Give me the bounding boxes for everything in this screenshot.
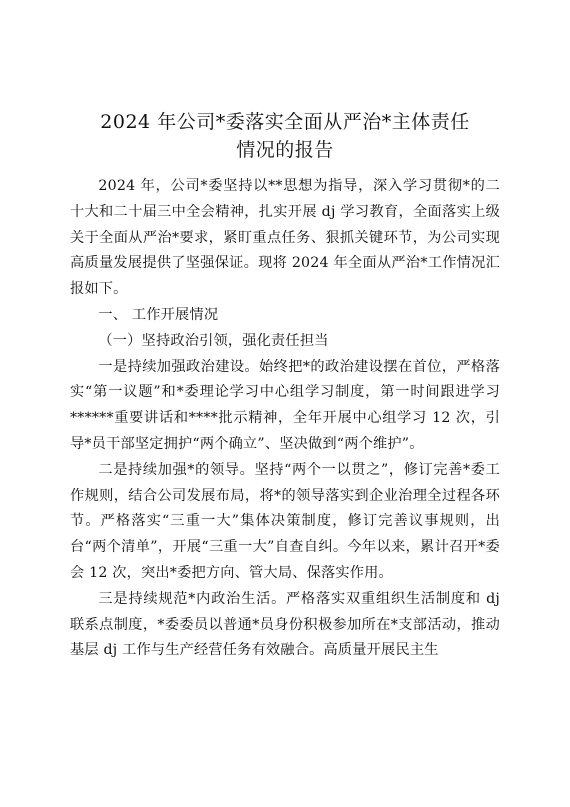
document-title (70, 108, 500, 164)
title-line-1: 2024 年公司*委落实全面从严治*主体责任 (100, 111, 470, 133)
section-heading-1: 一、 工作开展情况 (98, 306, 219, 323)
document-body (70, 174, 500, 664)
paragraph-political-building: 一是持续加强政治建设。始终把*的政治建设摆在首位，严格落实“第一议题”和*委理论学习中心组学习制度，第一时间跟进学习******重要讲话和****批示精神，全年开展中心组学习 12 次，引导*员干部坚定拥护“两个确立”、坚决做到“两个维护”。 (70, 358, 500, 452)
title-line-2: 情况的报告 (236, 139, 334, 161)
intro-paragraph: 2024 年，公司*委坚持以**思想为指导，深入学习贯彻*的二十大和二十届三中全会精神，扎实开展 dj 学习教育，全面落实上级关于全面从严治*要求，紧盯重点任务、狠抓关键环节，为公司实现高质量发展提供了坚强保证。现将 2024 年全面从严治*工作情况汇报如下。 (70, 178, 500, 298)
subsection-heading-1: （一）坚持政治引领，强化责任担当 (98, 332, 329, 349)
paragraph-party-leadership: 二是持续加强*的领导。坚持“两个一以贯之”，修订完善*委工作规则，结合公司发展布局，将*的领导落实到企业治理全过程各环节。严格落实“三重一大”集体决策制度，修订完善议事规则，出台“两个清单”，开展“三重一大”自查自纠。今年以来，累计召开*委会 12 次，突出*委把方向、管大局、保落实作用。 (70, 461, 500, 581)
paragraph-party-life: 三是持续规范*内政治生活。严格落实双重组织生活制度和 dj 联系点制度，*委委员以普通*员身份积极参加所在*支部活动，推动基层 dj 工作与生产经营任务有效融合。高质量开展民主生 (70, 590, 500, 659)
